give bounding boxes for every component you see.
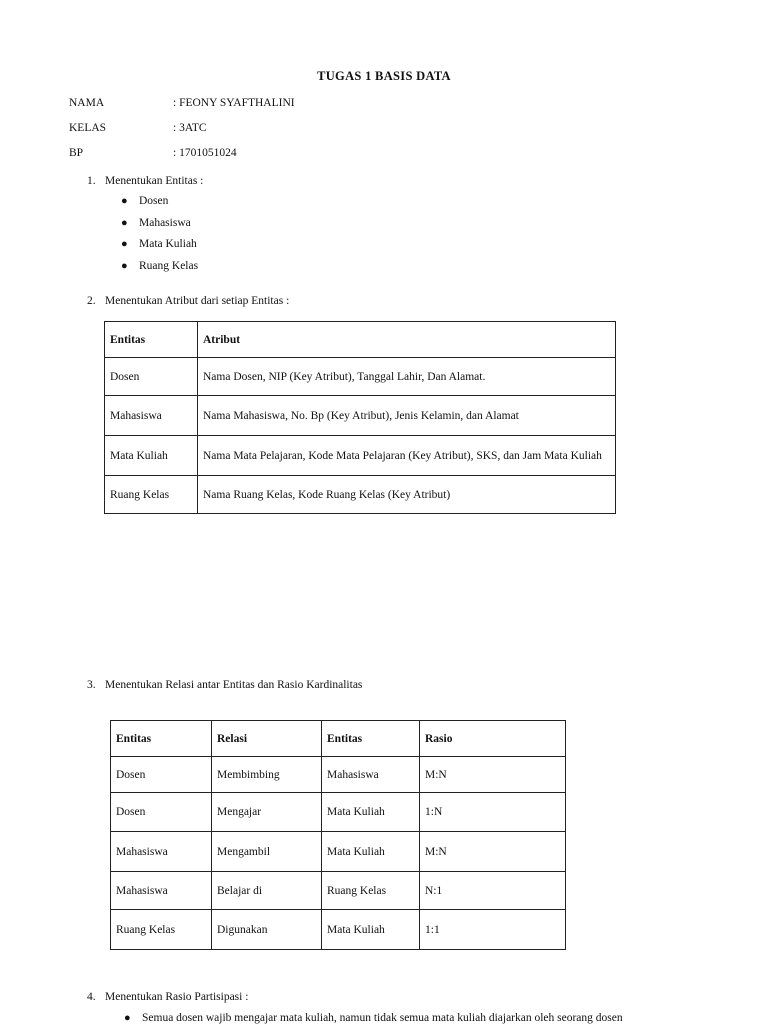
bullet-icon: ● bbox=[121, 217, 128, 229]
table-cell: Ruang Kelas bbox=[322, 872, 420, 910]
table-cell: Nama Mata Pelajaran, Kode Mata Pelajaran (Key Atribut), SKS, dan Jam Mata Kuliah bbox=[198, 436, 616, 476]
table-cell: Ruang Kelas bbox=[111, 910, 212, 950]
bullet-icon: ● bbox=[124, 1012, 131, 1024]
section-number: 4. bbox=[87, 991, 96, 1003]
section-heading-text: Menentukan Rasio Partisipasi : bbox=[105, 991, 249, 1003]
section-2-heading bbox=[87, 295, 289, 307]
list-item bbox=[124, 1012, 623, 1024]
info-value: : 1701051024 bbox=[173, 147, 237, 159]
bullet-icon: ● bbox=[121, 238, 128, 250]
list-item-text: Dosen bbox=[139, 195, 169, 207]
table-cell: Nama Mahasiswa, No. Bp (Key Atribut), Jenis Kelamin, dan Alamat bbox=[198, 396, 616, 436]
info-label: KELAS bbox=[69, 122, 107, 134]
table-row bbox=[105, 358, 616, 396]
table-cell: Nama Ruang Kelas, Kode Ruang Kelas (Key Atribut) bbox=[198, 476, 616, 514]
info-label: NAMA bbox=[69, 97, 105, 109]
table-cell: Dosen bbox=[105, 358, 198, 396]
info-value: : 3ATC bbox=[173, 122, 207, 134]
table-header-cell: Entitas bbox=[105, 322, 198, 358]
table-cell: Mahasiswa bbox=[111, 832, 212, 872]
list-item-text: Ruang Kelas bbox=[139, 260, 199, 272]
info-value: : FEONY SYAFTHALINI bbox=[173, 97, 295, 109]
list-item bbox=[121, 238, 197, 250]
relation-table bbox=[110, 720, 566, 950]
table-cell: Mengambil bbox=[212, 832, 322, 872]
table-header-row bbox=[111, 721, 566, 757]
table-row bbox=[105, 436, 616, 476]
table-cell: M:N bbox=[420, 832, 566, 872]
list-item bbox=[121, 195, 168, 207]
list-item-text: Mata Kuliah bbox=[139, 238, 197, 250]
table-cell: Dosen bbox=[111, 757, 212, 793]
bullet-icon: ● bbox=[121, 195, 128, 207]
section-number: 3. bbox=[87, 679, 96, 691]
table-cell: Dosen bbox=[111, 793, 212, 832]
table-cell: M:N bbox=[420, 757, 566, 793]
section-3-heading bbox=[87, 679, 362, 691]
table-header-row bbox=[105, 322, 616, 358]
table-cell: Mata Kuliah bbox=[322, 832, 420, 872]
section-heading-text: Menentukan Entitas : bbox=[105, 175, 204, 187]
list-item bbox=[121, 217, 191, 229]
table-cell: Mata Kuliah bbox=[322, 793, 420, 832]
table-cell: Membimbing bbox=[212, 757, 322, 793]
section-number: 2. bbox=[87, 295, 96, 307]
attribute-table bbox=[104, 321, 616, 514]
table-cell: N:1 bbox=[420, 872, 566, 910]
table-row bbox=[105, 476, 616, 514]
table-cell: 1:1 bbox=[420, 910, 566, 950]
document-title: TUGAS 1 BASIS DATA bbox=[317, 69, 451, 83]
table-row bbox=[111, 793, 566, 832]
table-cell: Mahasiswa bbox=[111, 872, 212, 910]
table-header-cell: Entitas bbox=[322, 721, 420, 757]
table-row bbox=[111, 872, 566, 910]
list-item bbox=[121, 260, 198, 272]
table-row bbox=[111, 757, 566, 793]
table-row bbox=[111, 832, 566, 872]
table-header-cell: Entitas bbox=[111, 721, 212, 757]
table-header-cell: Relasi bbox=[212, 721, 322, 757]
table-cell: 1:N bbox=[420, 793, 566, 832]
list-item-text: Semua dosen wajib mengajar mata kuliah, namun tidak semua mata kuliah diajarkan oleh seorang dosen bbox=[142, 1012, 623, 1024]
table-row bbox=[111, 910, 566, 950]
table-cell: Mata Kuliah bbox=[322, 910, 420, 950]
table-cell: Mengajar bbox=[212, 793, 322, 832]
list-item-text: Mahasiswa bbox=[139, 217, 191, 229]
bullet-icon: ● bbox=[121, 260, 128, 272]
table-row bbox=[105, 396, 616, 436]
section-heading-text: Menentukan Atribut dari setiap Entitas : bbox=[105, 295, 290, 307]
table-cell: Belajar di bbox=[212, 872, 322, 910]
table-cell: Ruang Kelas bbox=[105, 476, 198, 514]
table-header-cell: Atribut bbox=[198, 322, 616, 358]
table-cell: Digunakan bbox=[212, 910, 322, 950]
section-4-heading bbox=[87, 991, 248, 1003]
section-1-heading bbox=[87, 175, 203, 187]
table-cell: Mahasiswa bbox=[105, 396, 198, 436]
table-cell: Nama Dosen, NIP (Key Atribut), Tanggal Lahir, Dan Alamat. bbox=[198, 358, 616, 396]
table-cell: Mata Kuliah bbox=[105, 436, 198, 476]
info-label: BP bbox=[69, 147, 84, 159]
table-header-cell: Rasio bbox=[420, 721, 566, 757]
table-cell: Mahasiswa bbox=[322, 757, 420, 793]
section-heading-text: Menentukan Relasi antar Entitas dan Rasio Kardinalitas bbox=[105, 679, 363, 691]
section-number: 1. bbox=[87, 175, 96, 187]
